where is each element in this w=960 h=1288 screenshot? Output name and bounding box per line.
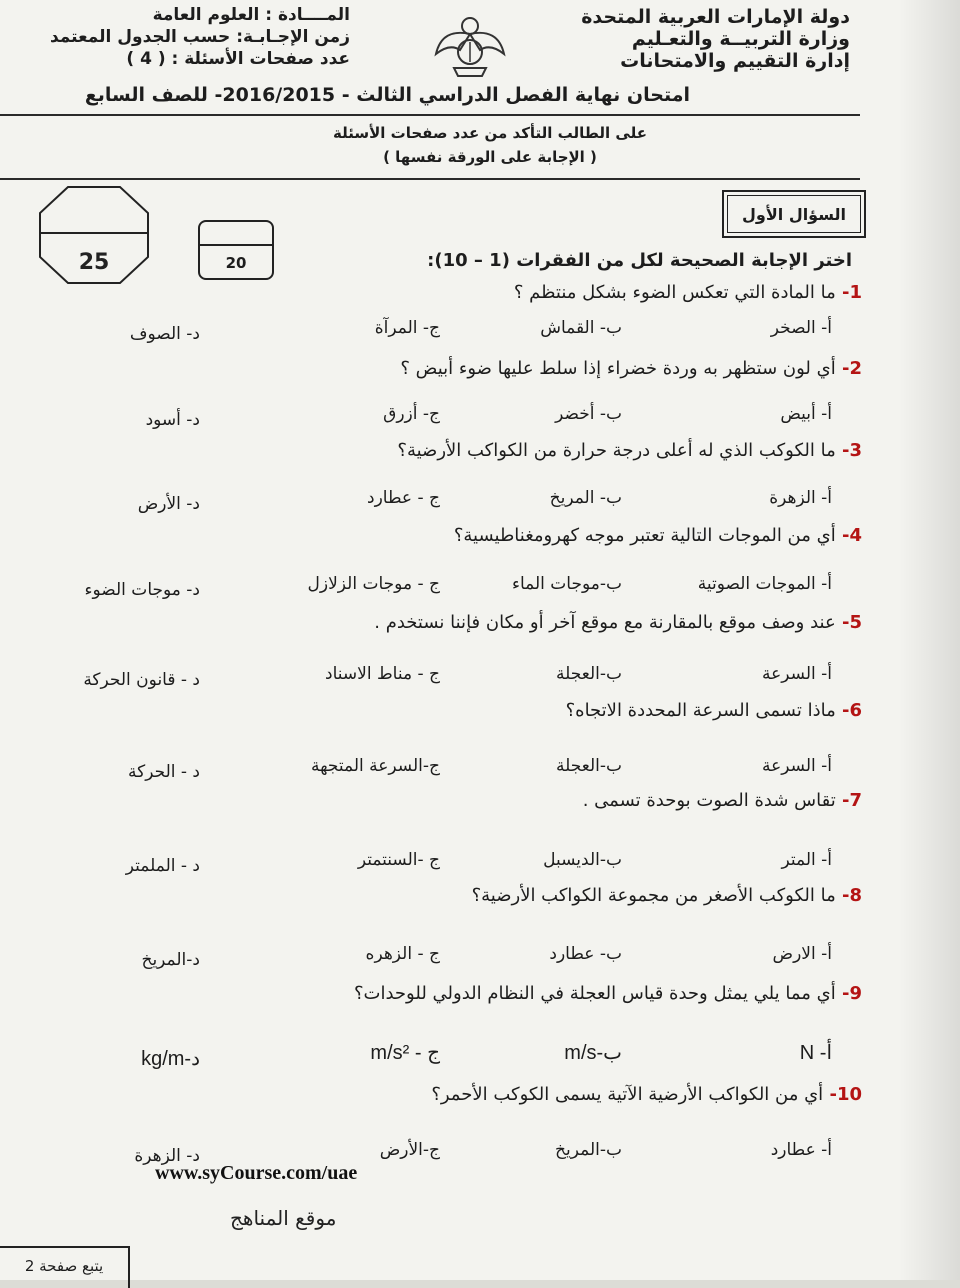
option-b[interactable]: ب- القماش [540, 318, 622, 338]
option-a[interactable]: أ- السرعة [762, 756, 832, 776]
option-b[interactable]: ب- أخضر [555, 404, 622, 424]
question-1 [514, 282, 862, 303]
question-text: ما الكوكب الأصغر من مجموعة الكواكب الأرضية؟ [471, 885, 836, 906]
option-d[interactable]: د- الأرض [137, 494, 200, 514]
option-a[interactable]: أ- المتر [781, 850, 832, 870]
header-line: عدد صفحات الأسئلة : ( 4 ) [126, 49, 350, 69]
option-a[interactable]: أ- الارض [772, 944, 832, 964]
option-a[interactable]: أ- السرعة [762, 664, 832, 684]
header-line: دولة الإمارات العربية المتحدة [581, 6, 850, 28]
option-b[interactable]: ب-العجلة [556, 756, 622, 776]
option-a[interactable]: أ- عطارد [770, 1140, 832, 1160]
option-d[interactable]: د- الصوف [129, 324, 200, 344]
question-text: أي من الكواكب الأرضية الآتية يسمى الكوكب الأحمر؟ [431, 1084, 824, 1105]
option-c[interactable]: ج-الأرض [379, 1140, 440, 1160]
option-a[interactable]: أ- الزهرة [769, 488, 832, 508]
question-number: 5- [835, 612, 862, 633]
option-c[interactable]: ج- أزرق [383, 404, 440, 424]
header-line: المــــادة : العلوم العامة [152, 5, 350, 25]
question-10 [431, 1084, 862, 1105]
option-d[interactable]: kg/m-د [141, 1048, 200, 1070]
option-c[interactable]: ج - عطارد [367, 488, 440, 508]
question-number: 4- [835, 525, 862, 546]
question-number: 9- [835, 983, 862, 1004]
option-b[interactable]: ب-العجلة [556, 664, 622, 684]
option-a[interactable]: أ- الموجات الصوتية [697, 574, 832, 594]
option-a[interactable]: N -أ [799, 1042, 832, 1064]
question-4 [454, 525, 862, 546]
header-line: إدارة التقييم والامتحانات [620, 50, 850, 72]
subject-header [40, 4, 350, 70]
option-b[interactable]: ب-المريخ [555, 1140, 622, 1160]
option-d[interactable]: د- أسود [145, 410, 200, 430]
section-score: 20 [225, 254, 247, 272]
header-line: زمن الإجـابـة: حسب الجدول المعتمد [49, 27, 350, 47]
question-number: 6- [835, 700, 862, 721]
option-c[interactable]: ج - الزهره [365, 944, 440, 964]
option-c[interactable]: ج -السنتمتر [357, 850, 440, 870]
watermark-site-name: موقع المناهج [230, 1206, 337, 1230]
section-title: السؤال الأول [727, 195, 861, 233]
question-2 [400, 358, 862, 379]
note-page-check: على الطالب التأكد من عدد صفحات الأسئلة [333, 124, 647, 142]
header-line: وزارة التربيــة والتعـليم [631, 28, 850, 50]
question-number: 8- [835, 885, 862, 906]
question-number: 7- [835, 790, 862, 811]
question-7 [583, 790, 862, 811]
option-c[interactable]: ج- المرآة [374, 318, 440, 338]
option-b[interactable]: ب- عطارد [549, 944, 622, 964]
instruction: اختر الإجابة الصحيحة لكل من الفقرات (1 – 10): [427, 250, 852, 271]
question-number: 3- [835, 440, 862, 461]
question-number: 10- [823, 1084, 862, 1105]
question-3 [397, 440, 862, 461]
uae-emblem-icon [432, 10, 508, 80]
option-b[interactable]: ب-الديسبل [543, 850, 622, 870]
note-answer-on-sheet: ( الإجابة على الورقة نفسها ) [383, 148, 597, 166]
question-text: ما المادة التي تعكس الضوء بشكل منتظم ؟ [513, 282, 836, 303]
question-8 [472, 885, 862, 906]
option-b[interactable]: m/s-ب [564, 1042, 622, 1064]
question-9 [354, 983, 862, 1004]
exam-title: امتحان نهاية الفصل الدراسي الثالث - 2016/2015- للصف السابع [84, 84, 690, 106]
option-b[interactable]: ب-موجات الماء [511, 574, 622, 594]
watermark-url: www.syCourse.com/uae [155, 1162, 358, 1184]
total-score-box [38, 185, 150, 285]
option-b[interactable]: ب- المريخ [549, 488, 622, 508]
question-text: ماذا تسمى السرعة المحددة الاتجاه؟ [565, 700, 836, 721]
option-d[interactable]: د- موجات الضوء [84, 580, 200, 600]
question-text: تقاس شدة الصوت بوحدة تسمى . [582, 790, 836, 811]
option-d[interactable]: د - الملمتر [125, 856, 200, 876]
divider [0, 178, 860, 180]
ministry-header [581, 6, 850, 72]
question-text: أي من الموجات التالية تعتبر موجه كهرومغناطيسية؟ [453, 525, 836, 546]
section-title-box [722, 190, 866, 238]
option-d[interactable]: د - قانون الحركة [83, 670, 200, 690]
question-6 [566, 700, 862, 721]
total-score: 25 [78, 250, 110, 275]
option-c[interactable]: m/s² - ج [370, 1042, 440, 1064]
option-d[interactable]: د - الحركة [128, 762, 200, 782]
section-score-box [198, 220, 274, 280]
question-text: عند وصف موقع بالمقارنة مع موقع آخر أو مكان فإننا نستخدم . [374, 612, 836, 633]
option-c[interactable]: ج - مناط الاسناد [325, 664, 440, 684]
divider [0, 114, 860, 116]
question-number: 2- [835, 358, 862, 379]
option-d[interactable]: د-المريخ [141, 950, 200, 970]
option-d[interactable]: د- الزهرة [134, 1146, 200, 1166]
question-5 [374, 612, 862, 633]
option-c[interactable]: ج - موجات الزلازل [307, 574, 440, 594]
question-number: 1- [835, 282, 862, 303]
option-c[interactable]: ج-السرعة المتجهة [310, 756, 440, 776]
question-text: أي لون ستظهر به وردة خضراء إذا سلط عليها ضوء أبيض ؟ [400, 358, 836, 379]
option-a[interactable]: أ- الصخر [770, 318, 832, 338]
option-a[interactable]: أ- أبيض [780, 404, 832, 424]
question-text: أي مما يلي يمثل وحدة قياس العجلة في النظام الدولي للوحدات؟ [353, 983, 836, 1004]
continue-note: يتبع صفحة 2 [0, 1246, 130, 1288]
question-text: ما الكوكب الذي له أعلى درجة حرارة من الكواكب الأرضية؟ [397, 440, 836, 461]
